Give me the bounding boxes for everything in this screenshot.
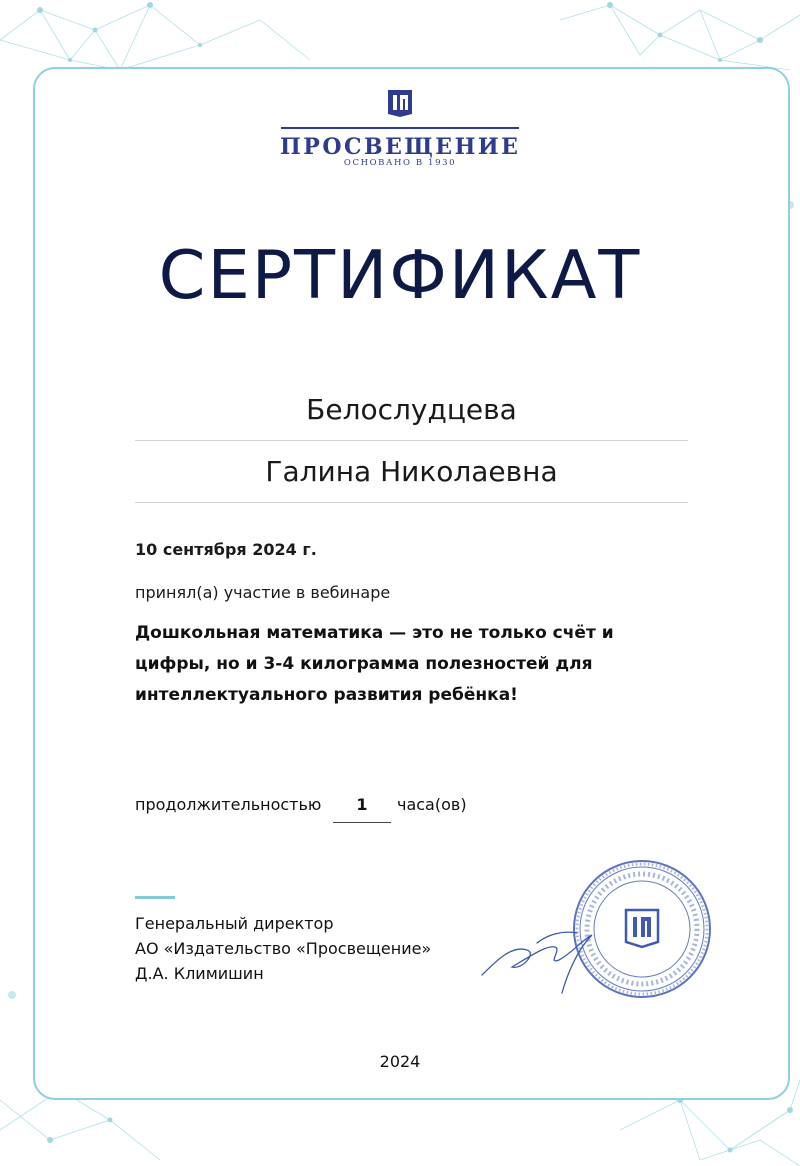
logo-name: ПРОСВЕЩЕНИЕ [280,134,521,160]
logo-line-top [281,127,519,129]
logo-subtitle: ОСНОВАНО В 1930 [343,158,457,168]
duration-underline [333,822,391,823]
duration-unit: часа(ов) [397,795,467,814]
signatory-organization: АО «Издательство «Просвещение» [135,939,432,958]
event-date: 10 сентября 2024 г. [135,540,317,559]
signature-accent-line [135,896,175,899]
signatory-name: Д.А. Климишин [135,964,264,983]
certificate-year: 2024 [379,1052,421,1071]
duration-value: 1 [356,795,368,814]
surname-underline [135,440,688,441]
logo-name-block [280,124,521,160]
duration-label: продолжительностью [135,795,322,814]
participation-text: принял(а) участие в вебинаре [135,583,391,602]
certificate-title: СЕРТИФИКАТ [158,236,642,314]
publisher-emblem-icon [386,88,414,118]
recipient-surname: Белослудцева [306,393,517,426]
publisher-logo [0,88,800,168]
given-names-underline [135,502,688,503]
webinar-topic: Дошкольная математика — это не только счёт и цифры, но и 3-4 килограмма полезностей для интеллектуального развития ребёнка! [135,623,614,705]
signatory-position: Генеральный директор [135,914,334,933]
recipient-given-names: Галина Николаевна [265,455,558,488]
organization-seal [571,858,713,1000]
